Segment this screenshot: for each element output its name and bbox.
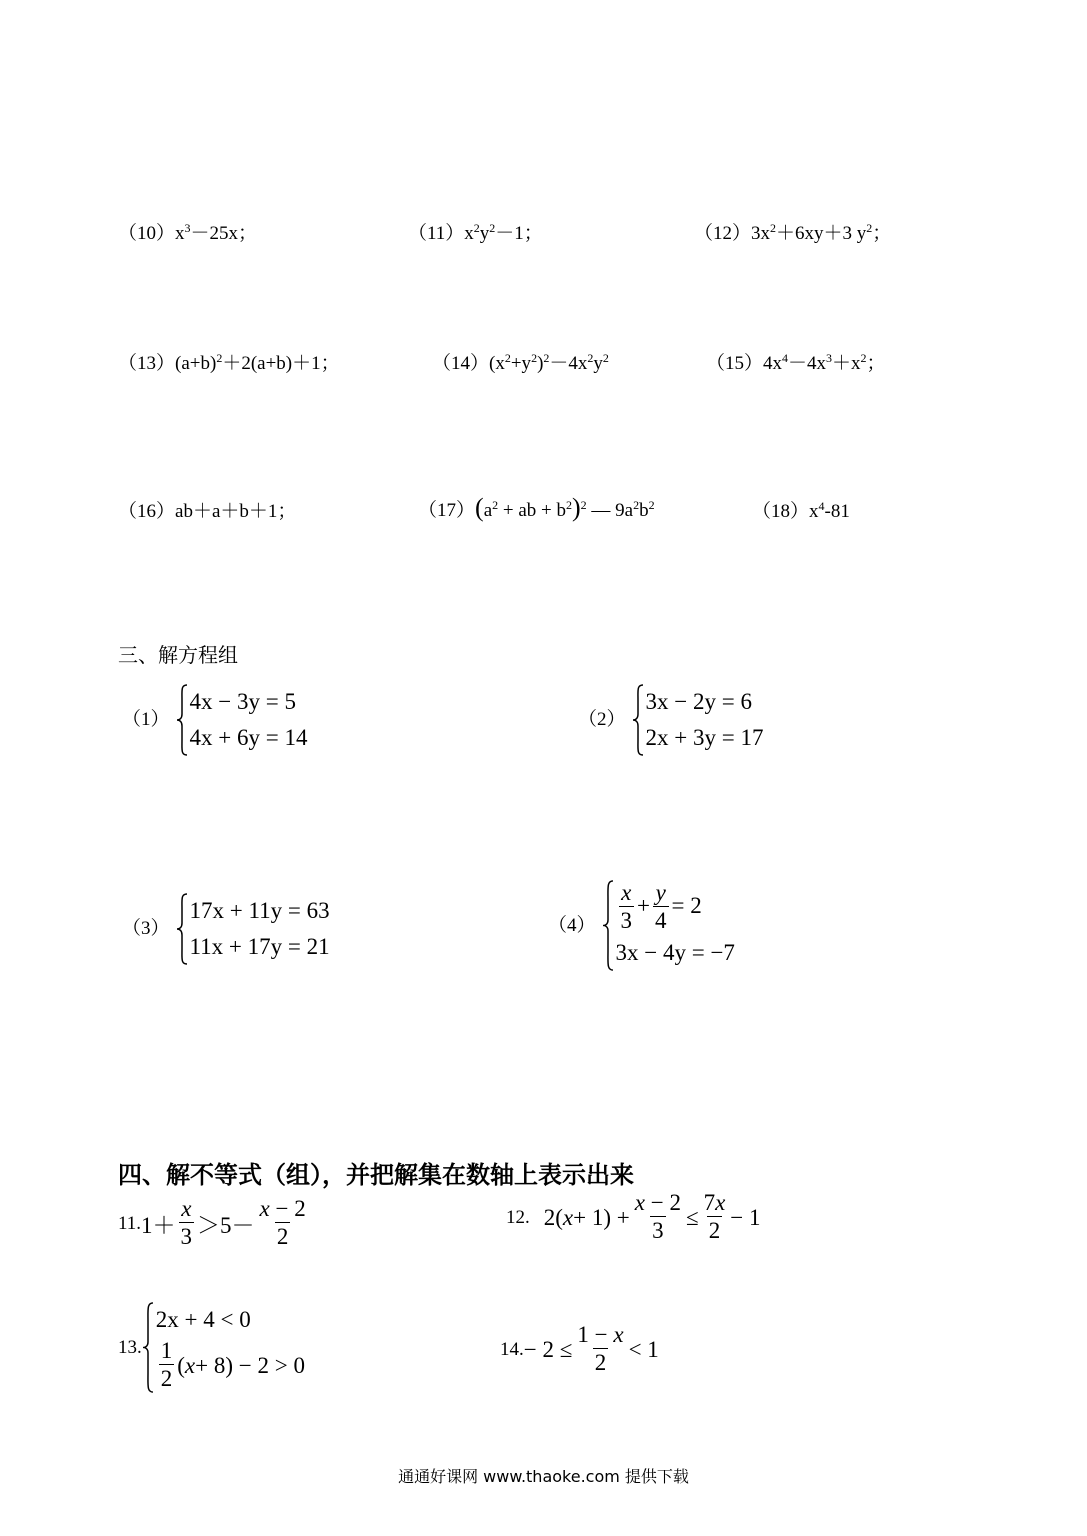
- question-12-label: 12.: [506, 1206, 530, 1228]
- system-2-eq-1: 3x − 2y = 6: [645, 689, 752, 714]
- problem-12: [694, 222, 891, 246]
- system-2: [578, 684, 763, 756]
- system-2-eq-2: 2x + 3y = 17: [645, 725, 764, 750]
- question-13-label: 13.: [118, 1336, 142, 1358]
- problem-13: [118, 352, 340, 376]
- system-3-label: （3）: [122, 918, 170, 939]
- brace-icon: [176, 684, 188, 756]
- system-4: [548, 880, 735, 971]
- system-1-eq-2: 4x + 6y = 14: [189, 725, 308, 750]
- problem-12-label: （12）: [694, 223, 752, 244]
- system-4-eq-1: $\frac{x}{3}$ + $\frac{y}{4}$ = 2: [620, 880, 702, 933]
- question-12: [506, 1190, 761, 1245]
- brace-icon: [142, 1302, 154, 1393]
- question-11-label: 11.: [118, 1212, 142, 1234]
- problem-18-label: （18）: [752, 501, 810, 522]
- system-2-label: （2）: [578, 709, 626, 730]
- problem-10-expr: $x^3-25x$；: [175, 221, 258, 244]
- system-3: [122, 893, 330, 965]
- question-12-expr: 2( x + 1) + $\frac{x - 2}{3}$ ≤ $\frac{7x}{2}$ − 1: [543, 1190, 761, 1243]
- question-13: [118, 1302, 305, 1393]
- section-3-title: 三、解方程组: [118, 643, 238, 667]
- problem-10-label: （10）: [118, 223, 176, 244]
- question-13-system: [142, 1302, 305, 1393]
- brace-icon: [602, 880, 614, 971]
- problem-13-expr: $(a+b)^2+2(a+b)+1$；: [175, 351, 340, 374]
- brace-icon: [176, 893, 188, 965]
- problem-12-expr: $3x^2+6xy+3$ $y^2$；: [751, 221, 892, 244]
- question-13-ineq-1: 2x + 4 < 0: [155, 1307, 251, 1332]
- system-4-label: （4）: [548, 914, 596, 936]
- question-14-label: 14.: [500, 1338, 524, 1360]
- problem-14: [432, 352, 609, 376]
- problem-15-expr: $4x^4-4x^3+x^2$；: [763, 351, 886, 374]
- system-3-equations: [176, 893, 330, 965]
- problem-15: [706, 352, 886, 376]
- question-13-ineq-2: $\frac{1}{2}$ ( x + 8) − 2 > 0: [160, 1338, 305, 1391]
- brace-icon: [632, 684, 644, 756]
- problem-17: [418, 493, 655, 523]
- system-2-equations: [632, 684, 764, 756]
- problem-16-expr: ab＋a＋b＋1；: [175, 501, 297, 522]
- problem-11-label: （11）: [408, 223, 465, 244]
- question-11-expr: 1＋ $\frac{x}{3}$ ＞5－ $\frac{x - 2}{2}$: [141, 1196, 306, 1249]
- problem-16: [118, 500, 296, 524]
- system-3-eq-1: 17x + 11y = 63: [189, 898, 330, 923]
- problem-10: [118, 222, 257, 246]
- system-3-eq-2: 11x + 17y = 21: [189, 934, 330, 959]
- problem-15-label: （15）: [706, 353, 764, 374]
- question-11: [118, 1196, 311, 1251]
- problem-11-expr: $x^2y^2-1$；: [464, 221, 543, 244]
- system-4-eq-2: 3x − 4y = −7: [615, 940, 735, 965]
- problem-17-expr: ($a^2$ + ab + $b^2)^2$ — $9a^2b^2$: [475, 493, 655, 522]
- system-4-equations: [602, 880, 735, 971]
- problem-14-label: （14）: [432, 353, 490, 374]
- problem-16-label: （16）: [118, 501, 176, 522]
- problem-18: [752, 500, 850, 524]
- footer-text: 通通好课网 www.thaoke.com 提供下载: [398, 1467, 689, 1486]
- system-1-eq-1: 4x − 3y = 5: [189, 689, 296, 714]
- system-1-label: （1）: [122, 709, 170, 730]
- problem-13-label: （13）: [118, 353, 176, 374]
- problem-14-expr: $(x^2+y^2)^2-4x^2y^2$: [489, 351, 609, 374]
- question-14-expr: − 2 ≤ $\frac{1 - x}{2}$ < 1: [523, 1322, 659, 1375]
- question-14: [500, 1322, 659, 1377]
- system-1: [122, 684, 307, 756]
- problem-18-expr: $x^4-81$: [809, 499, 850, 522]
- system-1-equations: [176, 684, 308, 756]
- section-4-title: 四、解不等式（组），并把解集在数轴上表示出来: [118, 1161, 634, 1189]
- problem-11: [408, 222, 543, 246]
- problem-17-label: （17）: [418, 500, 476, 521]
